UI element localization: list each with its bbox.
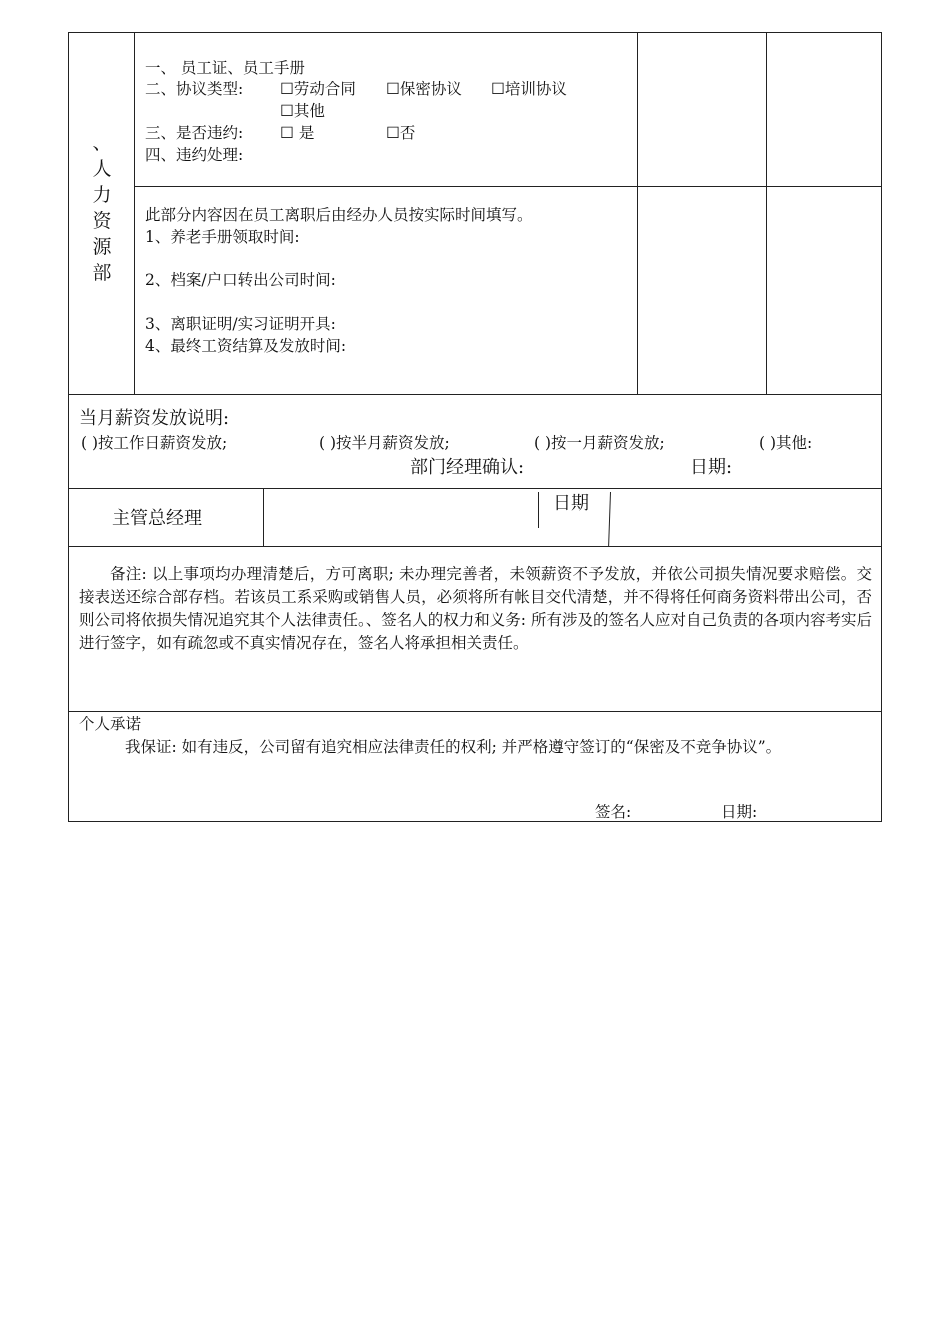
row-divider-salary	[68, 394, 882, 395]
hr-breach-label: 三、是否违约:	[145, 124, 244, 142]
hr-dept-char: 源	[92, 236, 112, 258]
commitment-text: 我保证: 如有违反，公司留有追究相应法律责任的权利; 并严格遵守签订的“保密及不竞争协议”。	[125, 738, 782, 756]
hr-col-divider-2	[766, 32, 767, 394]
hr-leave-certificate: 3、离职证明/实习证明开具:	[145, 315, 336, 333]
checkbox-confidentiality-agreement[interactable]: ☐保密协议	[386, 80, 462, 98]
hr-dept-char: 部	[92, 262, 112, 284]
hr-agreement-type-label: 二、协议类型:	[145, 80, 244, 98]
table-border-top	[68, 32, 882, 33]
hr-row-divider	[134, 186, 882, 187]
salary-title: 当月薪资发放说明:	[79, 408, 230, 429]
row-divider-gm	[68, 488, 882, 489]
checkbox-other-agreement[interactable]: ☐其他	[280, 102, 325, 120]
commitment-signature-label: 签名:	[595, 803, 632, 821]
hr-dept-char: 、	[92, 132, 112, 154]
hr-final-salary-time: 4、最终工资结算及发放时间:	[145, 337, 347, 355]
hr-label-divider	[134, 32, 135, 394]
salary-option-half-month[interactable]: ( )按半月薪资发放;	[319, 434, 450, 452]
commitment-title: 个人承诺	[79, 715, 142, 733]
hr-archive-transfer-time: 2、档案/户口转出公司时间:	[145, 271, 336, 289]
table-border-right	[881, 32, 882, 822]
checkbox-labor-contract[interactable]: ☐劳动合同	[280, 80, 356, 98]
salary-option-month[interactable]: ( )按一月薪资发放;	[534, 434, 665, 452]
row-divider-remarks	[68, 546, 882, 547]
salary-date-label: 日期:	[690, 457, 733, 478]
hr-after-leave-note: 此部分内容因在员工离职后由经办人员按实际时间填写。	[145, 206, 533, 224]
table-border-left	[68, 32, 69, 822]
remarks-text: 备注: 以上事项均办理清楚后，方可离职; 未办理完善者，未领薪资不予发放，并依公司损失情况要求赔偿。交接表送还综合部存档。若该员工系采购或销售人员，必须将所有帐目交代清楚，并不得将任何商务资料带出公司，否则公司将依损失情况追究其个人法律责任。、签名人的权力和义务: 所有涉及的签名人应对自己负责的各项内容考实后进行签字，如有疏忽或不真实情况存在，签名人将承担相关责任。	[79, 565, 872, 652]
salary-manager-confirm: 部门经理确认:	[410, 457, 525, 478]
gm-date-label: 日期	[553, 493, 589, 514]
hr-dept-char: 资	[92, 210, 112, 232]
gm-col-divider-3	[608, 492, 611, 546]
hr-breach-handling-label: 四、违约处理:	[145, 146, 244, 164]
row-divider-commitment	[68, 711, 882, 712]
salary-option-workday[interactable]: ( )按工作日薪资发放;	[81, 434, 228, 452]
table-border-bottom	[68, 821, 882, 822]
checkbox-breach-no[interactable]: ☐否	[386, 124, 416, 142]
gm-label: 主管总经理	[112, 508, 202, 529]
commitment-date-label: 日期:	[721, 803, 758, 821]
hr-dept-label	[88, 130, 116, 286]
hr-pension-book-time: 1、养老手册领取时间:	[145, 228, 300, 246]
gm-col-divider-1	[263, 488, 264, 546]
hr-dept-char: 力	[92, 184, 112, 206]
hr-col-divider-1	[637, 32, 638, 394]
hr-dept-char: 人	[92, 158, 112, 180]
gm-col-divider-2	[538, 492, 539, 528]
checkbox-breach-yes[interactable]: ☐ 是	[280, 124, 315, 142]
checkbox-training-agreement[interactable]: ☐培训协议	[491, 80, 567, 98]
hr-item-badge-handbook: 一、 员工证、员工手册	[145, 59, 305, 77]
salary-option-other[interactable]: ( )其他:	[759, 434, 813, 452]
